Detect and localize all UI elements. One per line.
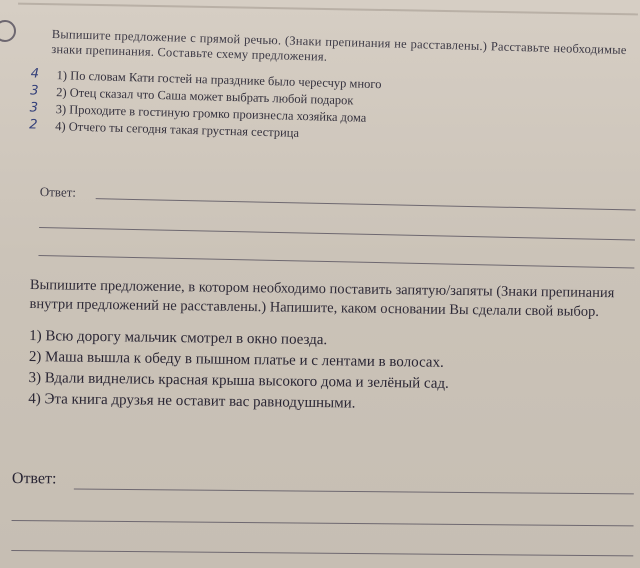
task-2-option: 1) Всю дорогу мальчик смотрел в окно поезда. [29, 327, 328, 349]
task-1-options [29, 66, 626, 151]
task-1-prompt: Выпишите предложение с прямой речью. (Знаки препинания не расставлены.) Расставьте необходимые знаки препинания. Составьте схему предложения. [51, 27, 627, 64]
handwritten-mark: 2 [29, 117, 38, 133]
task-2-option: 4) Эта книга друзья не оставит вас равнодушными. [28, 390, 356, 412]
answer-line[interactable] [38, 255, 634, 268]
handwritten-mark: 4 [30, 66, 40, 82]
task-2-option: 2) Маша вышла к обеду в пышном платье и с лентами в волосах. [28, 348, 444, 371]
answer-line[interactable] [11, 550, 633, 556]
answer-label: Ответ: [11, 470, 57, 488]
option-text: 3) Проходите в гостиную громко произнесла хозяйка дома [55, 102, 367, 125]
task-1 [29, 27, 627, 151]
answer-line[interactable] [39, 227, 635, 240]
answer-line[interactable] [96, 198, 636, 210]
task-2-option: 3) Вдали виднелись красная крыша высокого дома и зелёный сад. [28, 369, 449, 392]
option-text: 1) По словам Кати гостей на празднике было чересчур много [56, 68, 382, 92]
task-2-answer [12, 470, 640, 493]
top-rule [18, 3, 638, 16]
handwritten-mark: 3 [29, 100, 39, 116]
answer-line[interactable] [74, 489, 634, 495]
task-2-options [28, 326, 639, 419]
answer-label: Ответ: [39, 183, 77, 200]
task-1-answer [40, 183, 640, 214]
margin-circle-mark [0, 20, 16, 42]
option-text: 2) Отец сказал что Саша может выбрать любой подарок [55, 85, 354, 108]
option-text: 4) Отчего ты сегодня такая грустная сестрица [55, 119, 300, 140]
handwritten-mark: 3 [29, 83, 39, 99]
answer-line[interactable] [12, 520, 634, 526]
task-2-prompt: Выпишите предложение, в котором необходимо поставить запятую/запяты (Знаки препинания внутри предложений не расставлены.) Напишите, каком основании Вы сделали свой выбор. [29, 276, 615, 320]
task-2 [28, 276, 640, 419]
